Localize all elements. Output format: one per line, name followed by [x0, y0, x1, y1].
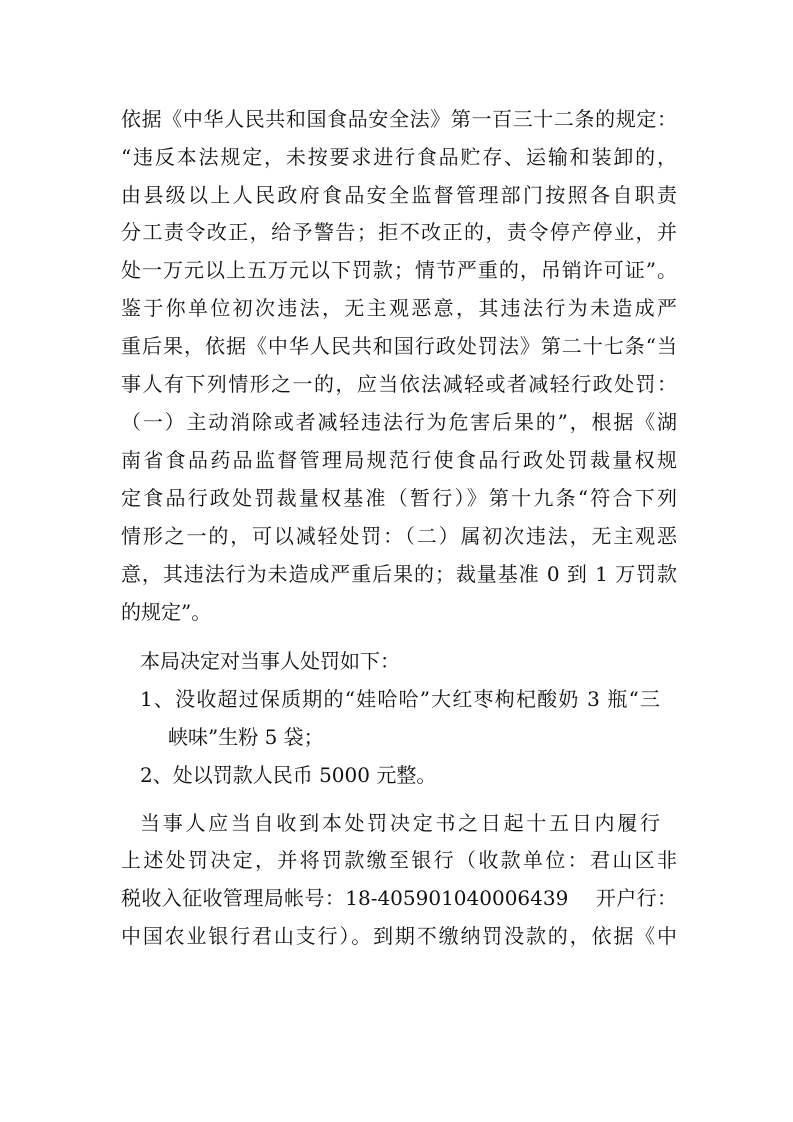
paragraph-line: 处一万元以上五万元以下罚款；情节严重的，吊销许可证”。: [121, 258, 677, 282]
paragraph-line: 依据《中华人民共和国食品安全法》第一百三十二条的规定：: [121, 107, 677, 131]
paragraph-line: 意，其违法行为未造成严重后果的；裁量基准 0 到 1 万罚款: [121, 562, 677, 586]
paragraph-line: 中国农业银行君山支行）。到期不缴纳罚没款的，依据《中: [121, 924, 677, 948]
paragraph-line: 由县级以上人民政府食品安全监督管理部门按照各自职责: [121, 183, 677, 207]
paragraph-line: 税收入征收管理局帐号：18-405901040006439 开户行：: [121, 886, 677, 910]
paragraph-line: 上述处罚决定，并将罚款缴至银行（收款单位：君山区非: [121, 848, 677, 872]
decision-intro: 本局决定对当事人处罚如下：: [140, 649, 400, 673]
paragraph-line: （一）主动消除或者减轻违法行为危害后果的”，根据《湖: [121, 410, 677, 434]
paragraph-line: 重后果，依据《中华人民共和国行政处罚法》第二十七条“当: [121, 334, 677, 358]
list-item: 2、处以罚款人民币 5000 元整。: [140, 763, 437, 787]
list-item-continuation: 峡味”生粉 5 袋；: [168, 725, 324, 749]
paragraph-line: 事人有下列情形之一的，应当依法减轻或者减轻行政处罚：: [121, 372, 677, 396]
paragraph-line: “违反本法规定，未按要求进行食品贮存、运输和装卸的，: [121, 145, 677, 169]
paragraph-line: 的规定”。: [121, 600, 212, 624]
paragraph-line: 鉴于你单位初次违法，无主观恶意，其违法行为未造成严: [121, 296, 677, 320]
paragraph-line: 南省食品药品监督管理局规范行使食品行政处罚裁量权规: [121, 448, 677, 472]
list-item: 1、没收超过保质期的“娃哈哈”大红枣枸杞酸奶 3 瓶“三: [140, 687, 660, 711]
paragraph-line: 定食品行政处罚裁量权基准（暂行）》第十九条“符合下列: [121, 486, 677, 510]
paragraph-line: 情形之一的，可以减轻处罚：（二）属初次违法，无主观恶: [121, 524, 677, 548]
paragraph-line: 当事人应当自收到本处罚决定书之日起十五日内履行: [140, 811, 660, 835]
paragraph-line: 分工责令改正，给予警告；拒不改正的，责令停产停业，并: [121, 220, 677, 244]
